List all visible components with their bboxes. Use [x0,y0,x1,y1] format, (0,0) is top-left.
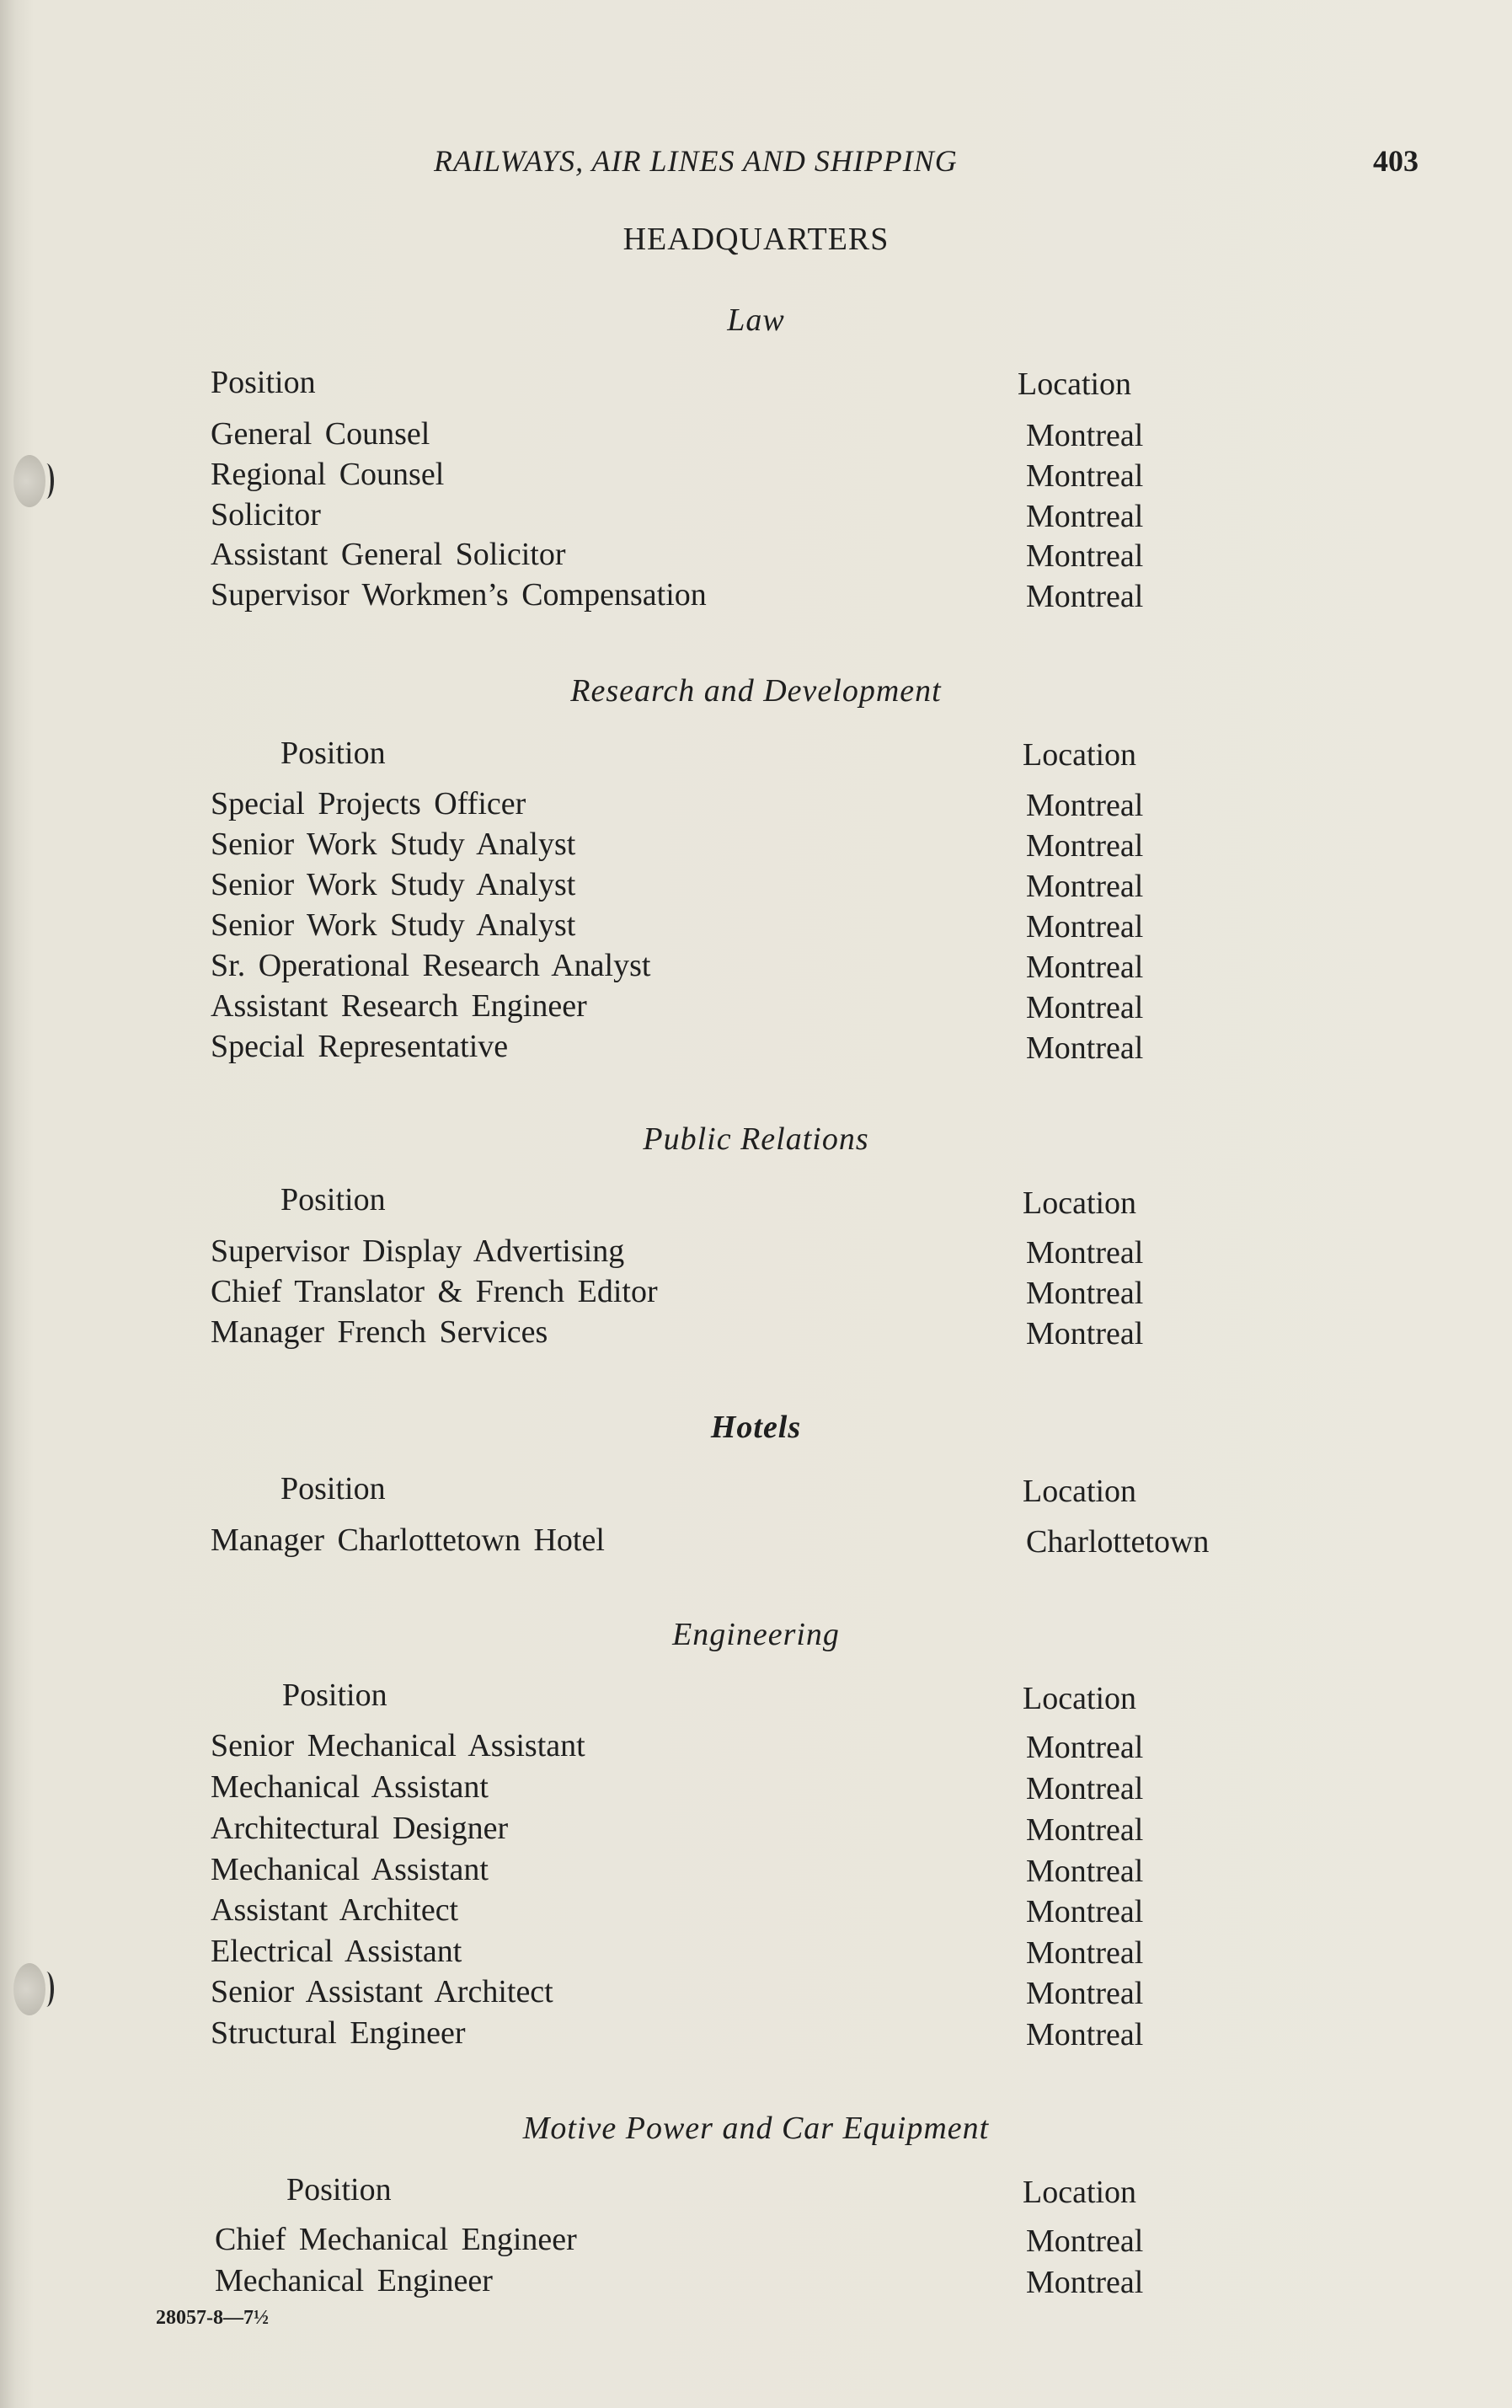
table-row [211,1233,1306,1273]
table-row [211,2015,1306,2055]
column-label-position: Position [282,1678,387,1713]
position-cell: Mechanical Assistant [211,1852,489,1887]
table-row [211,1851,1306,1892]
table-row [211,826,1306,866]
page-number: 403 [1373,144,1419,178]
location-cell: Montreal [1026,458,1144,494]
position-cell: Mechanical Engineer [215,2263,493,2298]
position-cell: Senior Assistant Architect [211,1974,553,2009]
table-row [211,536,1306,576]
section-title-public-relations: Public Relations [643,1121,869,1157]
position-cell: Assistant Architect [211,1892,459,1928]
location-cell: Montreal [1026,499,1144,534]
column-label-position: Position [280,736,386,771]
column-label-position: Position [280,1182,386,1217]
position-cell: Sr. Operational Research Analyst [211,948,651,983]
table-row [211,1769,1306,1809]
table-row [211,1727,1306,1768]
location-cell: Montreal [1026,1235,1144,1271]
location-cell: Montreal [1026,869,1144,904]
section-title-law: Law [727,302,785,338]
running-head [0,143,1512,184]
table-row [211,907,1306,947]
location-cell: Montreal [1026,418,1144,453]
position-cell: Supervisor Workmen’s Compensation [211,577,707,613]
position-cell: Architectural Designer [211,1811,509,1846]
table-row [211,415,1306,456]
position-cell: Electrical Assistant [211,1934,462,1969]
position-cell: Assistant Research Engineer [211,988,587,1024]
location-cell: Montreal [1026,1771,1144,1806]
binding-hole-top [13,455,45,507]
location-cell: Montreal [1026,1894,1144,1929]
location-cell: Montreal [1026,788,1144,823]
location-cell: Montreal [1026,1935,1144,1971]
section-title-hotels: Hotels [710,1410,802,1445]
column-label-location: Location [1023,2175,1137,2210]
position-cell: Supervisor Display Advertising [211,1233,625,1269]
location-cell: Montreal [1026,909,1144,944]
location-cell: Montreal [1026,1030,1144,1066]
table-row [211,987,1306,1028]
column-label-location: Location [1023,1681,1137,1716]
page-heading: HEADQUARTERS [622,222,890,257]
column-label-location: Location [1023,737,1137,773]
table-row [211,1973,1306,2014]
position-cell: General Counsel [211,416,430,452]
table-row [211,1314,1306,1354]
position-cell: Senior Mechanical Assistant [211,1728,585,1763]
location-cell: Montreal [1026,1730,1144,1765]
table-row [211,456,1306,496]
position-cell: Senior Work Study Analyst [211,867,576,902]
table-row [211,496,1306,537]
table-row [211,1933,1306,1973]
location-cell: Montreal [1026,990,1144,1025]
section-title-motive-power-and-car-equipment: Motive Power and Car Equipment [522,2111,990,2146]
position-cell: Chief Mechanical Engineer [215,2222,577,2257]
position-cell: Special Projects Officer [211,786,526,821]
section-title-research-and-development: Research and Development [570,673,942,709]
location-cell: Montreal [1026,828,1144,864]
table-row [211,1522,1306,1562]
binding-hole-bottom [13,1963,45,2015]
position-cell: Manager French Services [211,1314,548,1350]
column-label-location: Location [1023,1185,1137,1221]
position-cell: Mechanical Assistant [211,1769,489,1805]
table-row [211,947,1306,987]
location-cell: Montreal [1026,1976,1144,2011]
table-row [211,866,1306,907]
table-row [211,2262,1306,2303]
location-cell: Montreal [1026,2265,1144,2300]
position-cell: Senior Work Study Analyst [211,907,576,943]
location-cell: Montreal [1026,1276,1144,1311]
table-row [211,576,1306,617]
column-label-location: Location [1023,1474,1137,1509]
location-cell: Montreal [1026,579,1144,614]
position-cell: Special Representative [211,1029,509,1064]
location-cell: Montreal [1026,2223,1144,2259]
table-row [211,2221,1306,2261]
position-cell: Regional Counsel [211,457,445,492]
column-label-position: Position [211,365,316,400]
column-label-location: Location [1018,367,1132,402]
table-row [211,1810,1306,1850]
column-label-position: Position [280,1471,386,1506]
table-row [211,785,1306,826]
position-cell: Structural Engineer [211,2015,466,2051]
location-cell: Montreal [1026,1854,1144,1889]
position-cell: Assistant General Solicitor [211,537,566,572]
section-title-engineering: Engineering [672,1617,840,1652]
location-cell: Montreal [1026,950,1144,985]
table-row [211,1028,1306,1068]
location-cell: Montreal [1026,538,1144,574]
table-row [211,1273,1306,1314]
position-cell: Solicitor [211,497,321,532]
column-label-position: Position [286,2172,392,2207]
position-cell: Manager Charlottetown Hotel [211,1522,605,1558]
location-cell: Montreal [1026,2017,1144,2052]
table-row [211,1892,1306,1932]
location-cell: Montreal [1026,1812,1144,1848]
location-cell: Charlottetown [1026,1524,1210,1560]
position-cell: Senior Work Study Analyst [211,827,576,862]
position-cell: Chief Translator & French Editor [211,1274,658,1309]
location-cell: Montreal [1026,1316,1144,1351]
printer-code: 28057-8—7½ [156,2307,269,2329]
running-head-title: RAILWAYS, AIR LINES AND SHIPPING [434,144,958,178]
